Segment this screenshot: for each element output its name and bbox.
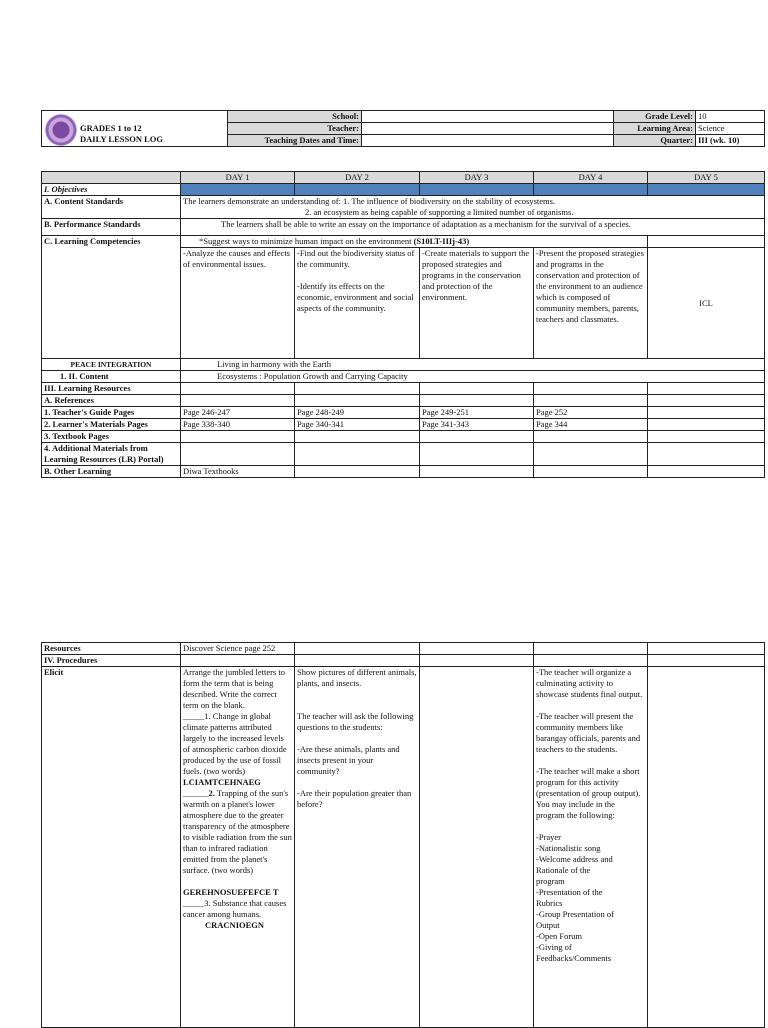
learning-area-label: Learning Area: [614, 123, 696, 135]
peace-text: Living in harmony with the Earth [181, 359, 765, 371]
tg-day-3: Page 249-251 [420, 407, 534, 419]
competency-day-4: -Present the proposed strategies and programs in the conservation and protection of the environment to an audience which is composed of community members, parents, teachers and classmates. [534, 248, 648, 359]
learners-materials-label: 2. Learner's Materials Pages [42, 419, 181, 431]
day-3-header: DAY 3 [420, 172, 534, 184]
learning-area-value: Science [696, 123, 765, 135]
elicit-day-2: Show pictures of different animals, plants, and insects. The teacher will ask the following questions to the students: -Are these animals, plants and insects present in your community? -Are their population greater than before? [295, 667, 420, 1028]
elicit-day-1: Arrange the jumbled letters to form the term that is being described. Write the correct term on the blank. _____1. Change in global climate patterns attributed largely to the increased levels of atmospheric carbon dioxide produced by the use of fossil fuels. (two words) LCIAMTCEHNAEG ______2. Trapping of the sun's warmth on a planet's lower atmosphere due to the greater transparency of the atmosphere to visible radiation from the sun than to infrared radiation emitted from the planet's surface. (two words) GEREHNOSUEFEFCE T _____3. Substance that causes cancer among humans. CRACNIOEGN [181, 667, 295, 1028]
day-2-header: DAY 2 [295, 172, 420, 184]
lm-day-2: Page 340-341 [295, 419, 420, 431]
competency-day-2: -Find out the biodiversity status of the community. -Identify its effects on the economic, environment and social aspects of the community. [295, 248, 420, 359]
competency-day-1: -Analyze the causes and effects of environmental issues. [181, 248, 295, 359]
teacher-label: Teacher: [228, 123, 362, 135]
competency-day-3: -Create materials to support the proposed strategies and programs in the conservation and protection of the environment. [420, 248, 534, 359]
other-learning-row [42, 466, 765, 478]
day-1-header: DAY 1 [181, 172, 295, 184]
performance-standards-text: The learners shall be able to write an essay on the importance of adaptation as a mechanism for the survival of a species. [181, 219, 765, 236]
teaching-dates-value [362, 135, 614, 147]
resources-row [42, 643, 765, 655]
header-logo-cell [42, 111, 228, 147]
grade-level-label: Grade Level: [614, 111, 696, 123]
other-day-1: Diwa Textbooks [181, 466, 295, 478]
lm-day-1: Page 338-340 [181, 419, 295, 431]
learning-resources-row [42, 383, 765, 395]
lesson-log-table [41, 171, 765, 478]
content-standards-text: The learners demonstrate an understanding of: 1. The influence of biodiversity on the stability of ecosystems. 2. an ecosystem as being capable of supporting a limited number of organisms. [181, 196, 765, 219]
log-title: GRADES 1 to 12 DAILY LESSON LOG [80, 123, 163, 144]
lesson-log-table-continued [41, 642, 765, 1028]
tg-day-4: Page 252 [534, 407, 648, 419]
textbook-label: 3. Textbook Pages [42, 431, 181, 443]
peace-row [42, 359, 765, 371]
learning-resources-label: III. Learning Resources [42, 383, 181, 395]
additional-materials-row [42, 443, 765, 466]
elicit-day-3 [420, 667, 534, 1028]
competency-day-5: ICL [648, 248, 765, 359]
performance-standards-row [42, 219, 765, 236]
elicit-day-5 [648, 667, 765, 1028]
school-label: School: [228, 111, 362, 123]
competencies-label: C. Learning Competencies [42, 236, 181, 359]
header-table [41, 110, 765, 147]
references-label: A. References [42, 395, 181, 407]
content-text: Ecosystems : Population Growth and Carrying Capacity [181, 371, 765, 383]
teachers-guide-row [42, 407, 765, 419]
lm-day-3: Page 341-343 [420, 419, 534, 431]
other-learning-label: B. Other Learning [42, 466, 181, 478]
elicit-label: Elicit [42, 667, 181, 1028]
quarter-value: III (wk. 10) [696, 135, 765, 147]
performance-standards-label: B. Performance Standards [42, 219, 181, 236]
textbook-row [42, 431, 765, 443]
references-row [42, 395, 765, 407]
resources-day-1: Discover Science page 252 [181, 643, 295, 655]
elicit-day-4: -The teacher will organize a culminating activity to showcase students final output. -The teacher will present the community members like barangay officials, parents and teachers to the students. -The teacher will make a short program for this activity (presentation of group output). You may include in the program the following: -Prayer -Nationalistic song -Welcome address and Rationale of the program -Presentation of the Rubrics -Group Presentation of Output -Open Forum -Giving of Feedbacks/Comments [534, 667, 648, 1028]
teaching-dates-label: Teaching Dates and Time: [228, 135, 362, 147]
lm-day-4: Page 344 [534, 419, 648, 431]
procedures-row [42, 655, 765, 667]
peace-label: PEACE INTEGRATION [42, 359, 181, 371]
school-value [362, 111, 614, 123]
objectives-row [42, 184, 765, 196]
tg-day-1: Page 246-247 [181, 407, 295, 419]
resources-label: Resources [42, 643, 181, 655]
tg-day-2: Page 248-249 [295, 407, 420, 419]
teacher-value [362, 123, 614, 135]
objectives-label: I. Objectives [42, 184, 181, 196]
day-5-header: DAY 5 [648, 172, 765, 184]
grade-level-value: 10 [696, 111, 765, 123]
deped-seal-logo [45, 114, 77, 146]
competencies-row [42, 236, 765, 248]
content-row [42, 371, 765, 383]
learners-materials-row [42, 419, 765, 431]
quarter-label: Quarter: [614, 135, 696, 147]
content-standards-row [42, 196, 765, 219]
content-label: 1. II. Content [42, 371, 181, 383]
teachers-guide-label: 1. Teacher's Guide Pages [42, 407, 181, 419]
content-standards-label: A. Content Standards [42, 196, 181, 219]
additional-materials-label: 4. Additional Materials from Learning Resources (LR) Portal) [42, 443, 181, 466]
elicit-row [42, 667, 765, 1028]
procedures-label: IV. Procedures [42, 655, 181, 667]
competencies-main: *Suggest ways to minimize human impact on the environment (S10LT-IIIj-43) [181, 236, 648, 248]
day-header-row [42, 172, 765, 184]
day-4-header: DAY 4 [534, 172, 648, 184]
